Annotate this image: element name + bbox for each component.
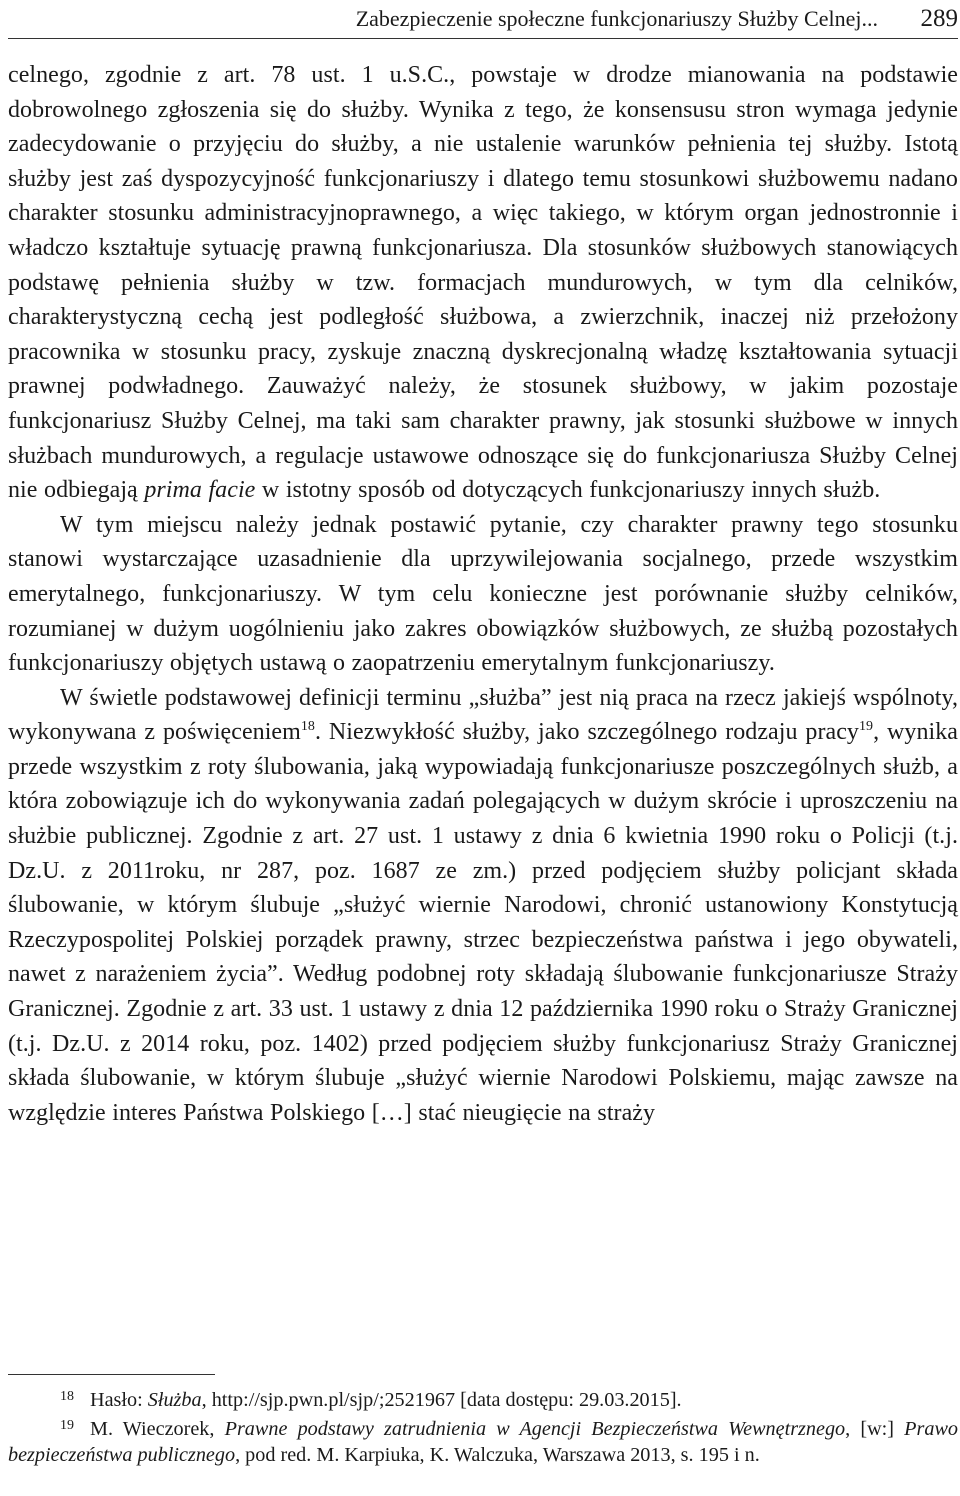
footnote-18-italic: Służba bbox=[147, 1389, 202, 1411]
body-text bbox=[8, 58, 958, 1130]
running-head bbox=[8, 4, 958, 39]
footnote-ref-18[interactable]: 18 bbox=[300, 719, 315, 735]
paragraph-3 bbox=[8, 681, 958, 1131]
paragraph-2: W tym miejscu należy jednak postawić pytanie, czy charakter prawny tego stosunku stanowi wystarczające uzasadnienie dla uprzywilejowania socjalnego, przede wszystkim emerytalnego, funkcjonariuszy. W tym celu konieczne jest porównanie służby celników, rozumianej w dużym uogólnieniu jako zakres obowiązków służbowych, ze służbą pozostałych funkcjonariuszy objętych ustawą o zaopatrzeniu emerytalnym funkcjonariuszy. bbox=[8, 511, 958, 677]
paragraph-1-text: celnego, zgodnie z art. 78 ust. 1 u.S.C., powstaje w drodze mianowania na podstawie dobrowolnego zgłoszenia się do służby. Wynika z tego, że konsensusu stron wymaga jedynie zadecydowanie o przyjęciu do służby, a nie ustalenie warunków pełnienia tej służby. Istotą służby jest zaś dyspozycyjność funkcjonariuszy i dlatego temu stosunkowi służbowemu nadano charakter stosunku administracyjnoprawnego, a więc takiego, w którym organ jednostronnie i władczo kształtuje sytuację prawną funkcjonariusza. Dla stosunków służbowych stanowiących podstawę pełnienia służby w tzw. formacjach mundurowych, w tym dla celników, charakterystyczną cechą jest podległość służbowa, a zwierzchnik, inaczej niż przełożony pracownika w stosunku pracy, zyskuje znaczną dyskrecjonalną władzę kształtowania sytuacji prawnej podwładnego. Zauważyć należy, że stosunek służbowy, w jakim pozostaje funkcjonariusz Służby Celnej, ma taki sam charakter prawny, jak stosunki służbowe w innych służbach mundurowych, a regulacje ustawowe odnoszące się do funkcjonariusza Służby Celnej nie odbiegają bbox=[8, 62, 958, 504]
footnote-separator bbox=[8, 1374, 215, 1375]
paragraph-3-text-b: . Niezwykłość służby, jako szczególnego rodzaju pracy bbox=[314, 719, 859, 746]
footnote-18-mark: 18 bbox=[60, 1389, 74, 1404]
page-number: 289 bbox=[920, 5, 958, 32]
footnote-ref-19[interactable]: 19 bbox=[858, 719, 874, 735]
footnote-19-mark: 19 bbox=[60, 1418, 74, 1433]
paragraph-1-text-end: w istotny sposób od dotyczących funkcjonariuszy innych służb. bbox=[255, 477, 881, 504]
paragraph-3-text-a: W świetle podstawowej definicji terminu „służba” jest nią praca na rzecz jakiejś wspólnoty, wykonywana z poświęceniem bbox=[8, 684, 958, 746]
paragraph-3-text-c: , wynika przede wszystkim z roty ślubowania, jaką wypowiadają funkcjonariusze poszczególnych służb, a która zobowiązuje ich do wykonywania zadań polegających w dużym skrócie i uproszczeniu na służbie publicznej. Zgodnie z art. 27 ust. 1 ustawy z dnia 6 kwietnia 1990 roku o Policji (t.j. Dz.U. z 2011roku, nr 287, poz. 1687 ze zm.) przed podjęciem służby policjant składa ślubowanie, w którym ślubuje „służyć wiernie Narodowi, chronić ustanowiony Konstytucją Rzeczypospolitej Polskiej porządek prawny, strzec bezpieczeństwa państwa i jego obywateli, nawet z narażeniem życia”. Według podobnej roty składają ślubowanie funkcjonariusze Straży Granicznej. Zgodnie z art. 33 ust. 1 ustawy z dnia 12 października 1990 roku o Straży Granicznej (t.j. Dz.U. z 2014 roku, poz. 1402) przed podjęciem służby funkcjonariusz Straży Granicznej składa ślubowanie, w którym ślubuje „służyć wiernie Narodowi Polskiemu, mając zawsze na względzie interes Państwa Polskiego […] stać nieugięcie na straży bbox=[8, 719, 958, 1126]
paragraph-1 bbox=[8, 58, 958, 508]
footnote-18 bbox=[8, 1384, 958, 1413]
footnote-19-italic-title: Prawne podstawy zatrudnienia w Agencji Bezpieczeństwa Wewnętrznego bbox=[224, 1418, 846, 1440]
footnote-19 bbox=[8, 1413, 958, 1468]
running-title: Zabezpieczenie społeczne funkcjonariuszy Służby Celnej... bbox=[355, 6, 878, 31]
footnote-19-text-b: , [w:] bbox=[845, 1418, 905, 1440]
footnote-19-italic-book: Prawo bezpieczeństwa publicznego bbox=[8, 1418, 958, 1466]
footnote-19-text-a: M. Wieczorek, bbox=[90, 1418, 225, 1440]
footnote-19-text-c: , pod red. M. Karpiuka, K. Walczuka, Warszawa 2013, s. 195 i n. bbox=[235, 1444, 760, 1466]
paragraph-1-italic-term: prima facie bbox=[144, 477, 256, 504]
footnotes bbox=[8, 1384, 958, 1468]
footnote-18-text-a: Hasło: bbox=[90, 1389, 148, 1411]
footnote-18-text-b: , http://sjp.pwn.pl/sjp/;2521967 [data dostępu: 29.03.2015]. bbox=[201, 1389, 682, 1411]
